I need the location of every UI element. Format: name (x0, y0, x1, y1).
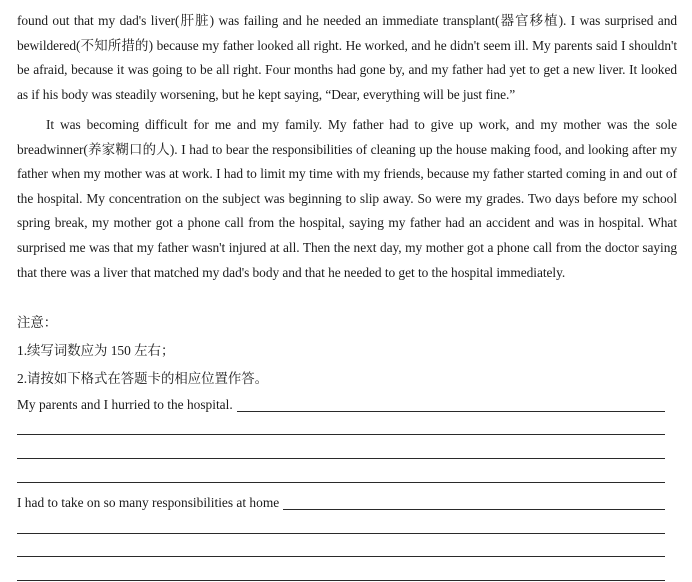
answer-line[interactable] (17, 434, 665, 435)
note-item-answer-format: 2.请按如下格式在答题卡的相应位置作答。 (17, 371, 269, 386)
answer-blank-2[interactable] (283, 495, 665, 510)
note-item-word-count: 1.续写词数应为 150 左右； (17, 343, 175, 358)
notes-title: 注意： (17, 315, 58, 330)
answer-line[interactable] (17, 458, 665, 459)
answer-line[interactable] (17, 533, 665, 534)
answer-blank-1[interactable] (237, 397, 665, 412)
answer-line[interactable] (17, 482, 665, 483)
passage-paragraph-1: found out that my dad's liver(肝脏) was failing and he needed an immediate transplant(器官移植). I was surprised and bewildered(不知所措的) because my father looked all right. He worked, and he didn't seem ill. My parents said I shouldn't be afraid, because it was going to be all right. Four months had gone by, and my father had yet to get a new liver. It looked as if his body was steadily worsening, but he kept saying, “Dear, everything will be just fine.” (17, 13, 677, 102)
answer-prompt-1: My parents and I hurried to the hospital. (17, 397, 233, 412)
answer-prompt-row-2 (17, 494, 665, 512)
answer-line[interactable] (17, 556, 665, 557)
answer-prompt-row-1 (17, 396, 665, 414)
answer-prompt-2: I had to take on so many responsibilities at home (17, 495, 280, 510)
passage-paragraph-2: It was becoming difficult for me and my family. My father had to give up work, and my mother was the sole breadwinner(养家糊口的人). I had to bear the responsibilities of cleaning up the house making food, and looking after my father when my mother was at work. I had to limit my time with my friends, because my father started coming in and out of the hospital. My concentration on the subject was beginning to slip away. So were my grades. Two days before my school spring break, my mother got a phone call from the hospital, saying my father had an accident and was in hospital. What surprised me was that my father wasn't injured at all. Then the next day, my mother got a phone call from the doctor saying that there was a liver that matched my dad's body and that he needed to get to the hospital immediately. (17, 117, 677, 280)
answer-line[interactable] (17, 580, 665, 581)
